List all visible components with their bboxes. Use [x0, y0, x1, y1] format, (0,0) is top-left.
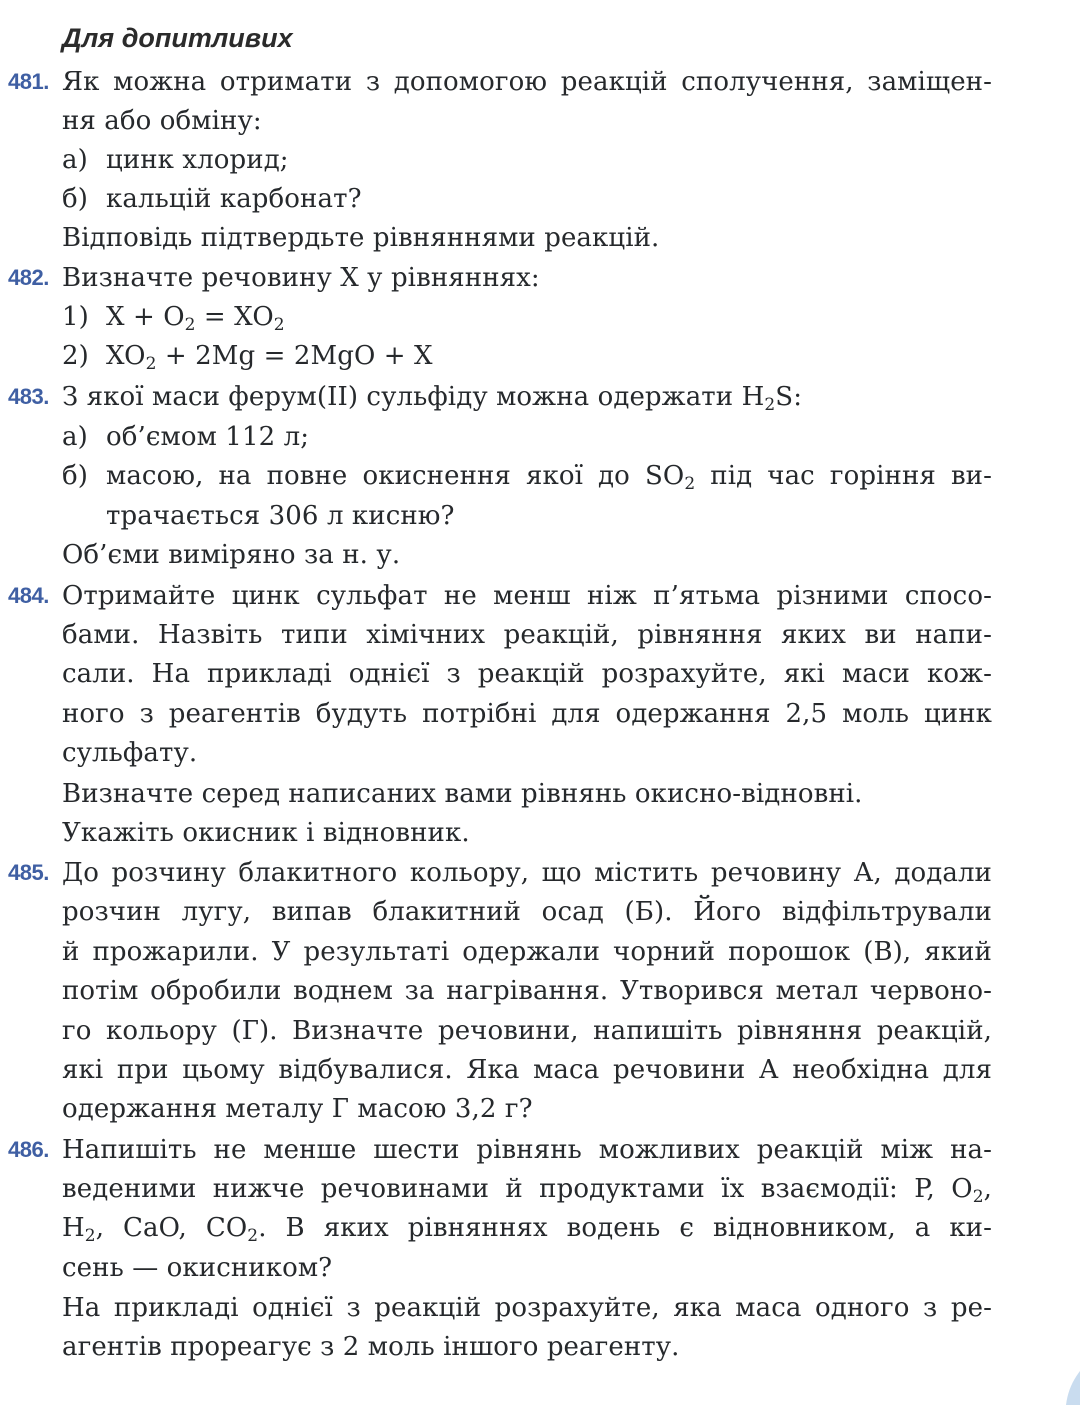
- text-part: веденими нижче речовинами й продуктами їх взаємодії: P, O: [62, 1174, 973, 1204]
- task-subitem-a: [62, 418, 309, 456]
- subitem-text: об’ємом 112 л;: [106, 422, 310, 452]
- subscript: 2: [184, 315, 196, 335]
- task-text-line: Укажіть окисник і відновник.: [62, 818, 470, 848]
- equation-label: 2): [62, 341, 89, 371]
- task-text-line: агентів прореагує з 2 моль іншого реагенту.: [62, 1332, 680, 1362]
- task-text-line: Об’єми виміряно за н. у.: [62, 540, 401, 570]
- task-text-line: й прожарили. У результаті одержали чорний порошок (В), який: [62, 937, 992, 967]
- task-subitem-a: [62, 141, 289, 179]
- task-text-line: сали. На прикладі однієї з реакцій розрахуйте, які маси кож-: [62, 659, 992, 689]
- task-text-line: сень — окисником?: [62, 1253, 333, 1283]
- subscript: 2: [247, 1226, 259, 1246]
- text-part: , CaO, CO: [95, 1213, 248, 1243]
- equation-part: = XO: [195, 302, 274, 332]
- equation-label: 1): [62, 302, 89, 332]
- text-part: S:: [775, 382, 803, 412]
- task-text-line: [62, 1209, 992, 1247]
- page-corner-decoration: [1064, 1365, 1080, 1405]
- task-number: 481.: [8, 69, 49, 94]
- task-text-line: бами. Назвіть типи хімічних реакцій, рівняння яких ви напи-: [62, 620, 992, 650]
- task-number: 485.: [8, 860, 49, 885]
- subscript: 2: [684, 474, 696, 494]
- subscript: 2: [972, 1187, 984, 1207]
- task-text-line: Визначте речовину Х у рівняннях:: [62, 263, 540, 293]
- task-text-line: До розчину блакитного кольору, що містить речовину А, додали: [62, 858, 992, 888]
- task-text-line: [62, 1170, 992, 1208]
- task-text-line: потім обробили воднем за нагрівання. Утворився метал червоно-: [62, 976, 992, 1006]
- text-part: під час горіння ви-: [695, 461, 992, 491]
- subitem-label: а): [62, 145, 88, 175]
- equation-1: [62, 298, 285, 336]
- section-heading: Для допитливих: [62, 23, 293, 53]
- task-subitem-b: [62, 180, 362, 218]
- task-text-line: Напишіть не менше шести рівнянь можливих реакцій між на-: [62, 1135, 992, 1165]
- task-number: 486.: [8, 1137, 49, 1162]
- task-text-line: Визначте серед написаних вами рівнянь окисно-відновні.: [62, 779, 863, 809]
- task-text-line: одержання металу Г масою 3,2 г?: [62, 1094, 533, 1124]
- task-text-line: На прикладі однієї з реакцій розрахуйте, яка маса одного з ре-: [62, 1293, 992, 1323]
- task-text-line: трачається 306 л кисню?: [106, 501, 455, 531]
- task-text-line: [62, 378, 802, 416]
- text-part: ,: [983, 1174, 992, 1204]
- task-text-line: ня або обміну:: [62, 106, 262, 136]
- subitem-text: кальцій карбонат?: [106, 184, 362, 214]
- subitem-label: б): [62, 184, 88, 214]
- subitem-label: а): [62, 422, 88, 452]
- subitem-label: б): [62, 461, 88, 491]
- equation-part: XO: [106, 341, 146, 371]
- task-number: 484.: [8, 583, 49, 608]
- task-text-line: Отримайте цинк сульфат не менш ніж п’ятьма різними спосо-: [62, 581, 992, 611]
- subitem-text: цинк хлорид;: [106, 145, 289, 175]
- subscript: 2: [273, 315, 285, 335]
- equation-2: [62, 337, 433, 375]
- text-part: . В яких рівняннях водень є відновником, а ки-: [258, 1213, 993, 1243]
- task-text-line: го кольору (Г). Визначте речовини, напишіть рівняння реакцій,: [62, 1016, 992, 1046]
- subscript: 2: [145, 354, 157, 374]
- task-text-line: розчин лугу, випав блакитний осад (Б). Його відфільтрували: [62, 897, 992, 927]
- subscript: 2: [764, 395, 776, 415]
- task-number: 483.: [8, 384, 49, 409]
- text-part: масою, на повне окиснення якої до SO: [106, 461, 685, 491]
- task-text-line: Відповідь підтвердьте рівняннями реакцій.: [62, 223, 660, 253]
- subscript: 2: [84, 1226, 96, 1246]
- equation-part: + 2Mg = 2MgO + X: [156, 341, 433, 371]
- task-text-line: які при цьому відбувалися. Яка маса речовини А необхідна для: [62, 1055, 992, 1085]
- text-part: З якої маси ферум(ІІ) сульфіду можна одержати H: [62, 382, 765, 412]
- task-number: 482.: [8, 265, 49, 290]
- equation-part: X + O: [106, 302, 185, 332]
- task-text-line: ного з реагентів будуть потрібні для одержання 2,5 моль цинк: [62, 699, 992, 729]
- text-part: H: [62, 1213, 85, 1243]
- task-text-line: сульфату.: [62, 738, 198, 768]
- task-subitem-b: [62, 457, 992, 495]
- task-text-line: Як можна отримати з допомогою реакцій сполучення, заміщен-: [62, 67, 992, 97]
